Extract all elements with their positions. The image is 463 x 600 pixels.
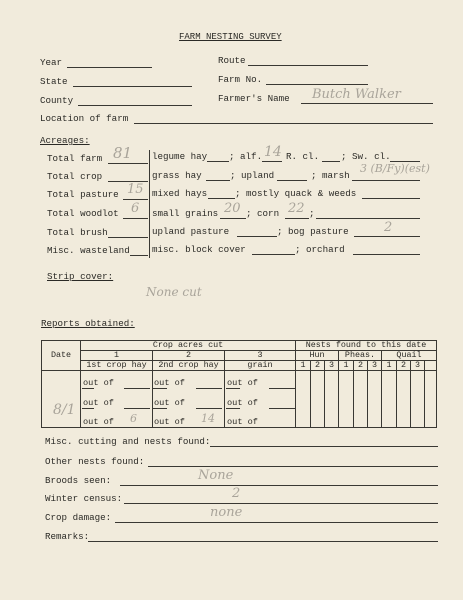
state-field[interactable] xyxy=(73,86,192,87)
strip-cover-label: Strip cover: xyxy=(47,271,114,282)
broods-label: Broods seen: xyxy=(45,475,112,486)
remarks-label: Remarks: xyxy=(45,531,90,542)
hw-corn: 22 xyxy=(288,201,305,216)
mixed-hays-label: mixed hays xyxy=(152,188,208,199)
out-of-1-2: out of xyxy=(154,378,185,388)
r-cl-label: R. cl. xyxy=(286,151,320,162)
mixed-hays-field[interactable] xyxy=(208,198,235,199)
semicolon-label: ; xyxy=(309,208,315,219)
orchard-label: ; orchard xyxy=(295,244,345,255)
acreage-left-3: Total woodlot xyxy=(47,208,119,219)
year-label: Year xyxy=(40,57,63,68)
hw-out-1: 6 xyxy=(130,412,137,425)
legume-hay-label: legume hay xyxy=(152,151,208,162)
winter-census-label: Winter census: xyxy=(45,493,123,504)
date-cell[interactable] xyxy=(42,371,81,428)
bog-pasture-label: ; bog pasture xyxy=(277,226,349,237)
marsh-field[interactable] xyxy=(352,180,420,181)
pheas-3: 3 xyxy=(368,361,382,371)
acreage-left-5: Misc. wasteland xyxy=(47,245,130,256)
quail-2: 2 xyxy=(397,361,411,371)
hw-marsh: 3 (B/Fy)(est) xyxy=(360,162,430,175)
col-2-header: 2 xyxy=(153,351,225,361)
total-pasture-field[interactable] xyxy=(123,199,148,200)
date-header: Date xyxy=(42,341,81,371)
hun-2: 2 xyxy=(311,361,325,371)
small-grains-field[interactable] xyxy=(220,218,246,219)
orchard-field[interactable] xyxy=(353,254,420,255)
broods-field[interactable] xyxy=(120,485,438,486)
out-of-1-1: out of xyxy=(83,378,114,388)
hw-date: 8/1 xyxy=(53,402,76,418)
other-nests-label: Other nests found: xyxy=(45,456,145,467)
crop-acres-header: Crop acres cut xyxy=(81,341,296,351)
route-field[interactable] xyxy=(248,65,368,66)
corn-label: ; corn xyxy=(246,208,280,219)
crop-damage-field[interactable] xyxy=(115,522,438,523)
county-field[interactable] xyxy=(78,105,192,106)
hw-strip-cover: None cut xyxy=(146,285,202,299)
total-farm-field[interactable] xyxy=(108,163,148,164)
quail-1: 1 xyxy=(382,361,397,371)
acreage-left-1: Total crop xyxy=(47,171,103,182)
sub-2-header: 2nd crop hay xyxy=(153,361,225,371)
extra-grain-field[interactable] xyxy=(316,218,420,219)
hun-header: Hun xyxy=(296,351,339,361)
hw-total-pasture: 15 xyxy=(127,182,144,197)
crop-damage-label: Crop damage: xyxy=(45,512,112,523)
farmers-name-field[interactable] xyxy=(301,103,433,104)
total-brush-field[interactable] xyxy=(108,237,148,238)
grass-hay-field[interactable] xyxy=(206,180,230,181)
farmer-name-handwriting: Butch Walker xyxy=(312,87,401,102)
out-of-2-1: out of xyxy=(83,398,114,408)
reports-heading: Reports obtained: xyxy=(41,318,135,329)
quack-weeds-label: ; mostly quack & weeds xyxy=(235,188,357,199)
hw-winter: 2 xyxy=(232,486,241,501)
out-of-1-3: out of xyxy=(227,378,258,388)
quack-weeds-field[interactable] xyxy=(362,198,420,199)
misc-cutting-label: Misc. cutting and nests found: xyxy=(45,436,211,447)
year-field[interactable] xyxy=(67,67,152,68)
upland-label: ; upland xyxy=(230,170,275,181)
sw-cl-label: ; Sw. cl. xyxy=(341,151,391,162)
hun-1: 1 xyxy=(296,361,311,371)
r-cl-field[interactable] xyxy=(322,161,340,162)
upland-pasture-label: upland pasture xyxy=(152,226,230,237)
location-label: Location of farm xyxy=(40,113,129,124)
nests-found-header: Nests found to this date xyxy=(296,341,437,351)
bog-pasture-field[interactable] xyxy=(354,236,420,237)
pheas-header: Pheas. xyxy=(339,351,382,361)
route-label: Route xyxy=(218,55,246,66)
quail-header: Quail xyxy=(382,351,437,361)
hw-bog-pasture: 2 xyxy=(384,220,393,235)
upland-pasture-field[interactable] xyxy=(237,236,277,237)
hw-total-woodlot: 6 xyxy=(131,201,140,216)
hw-out-3: 14 xyxy=(201,412,215,425)
small-grains-label: small grains xyxy=(152,208,219,219)
remarks-field[interactable] xyxy=(88,541,438,542)
form-title: FARM NESTING SURVEY xyxy=(179,32,282,42)
col-3-header: 3 xyxy=(225,351,296,361)
sub-1-header: 1st crop hay xyxy=(81,361,153,371)
hun-3: 3 xyxy=(325,361,339,371)
acreage-left-2: Total pasture xyxy=(47,189,119,200)
misc-cutting-field[interactable] xyxy=(210,446,438,447)
out-of-2-2: out of xyxy=(154,398,185,408)
pheas-1: 1 xyxy=(339,361,354,371)
county-label: County xyxy=(40,95,74,106)
state-label: State xyxy=(40,76,68,87)
alf-label: ; alf. xyxy=(229,151,263,162)
legume-hay-field[interactable] xyxy=(207,161,229,162)
acreages-heading: Acreages: xyxy=(40,135,90,146)
out-of-3-3: out of xyxy=(227,417,258,427)
column-divider xyxy=(149,150,150,258)
winter-census-field[interactable] xyxy=(124,503,438,504)
farmers-name-label: Farmer's Name xyxy=(218,93,290,104)
hw-damage: none xyxy=(210,505,243,520)
hw-total-farm: 81 xyxy=(113,144,133,162)
acreage-left-0: Total farm xyxy=(47,153,103,164)
out-of-2-3: out of xyxy=(227,398,258,408)
farm-no-field[interactable] xyxy=(266,84,368,85)
marsh-label: ; marsh xyxy=(311,170,350,181)
grass-hay-label: grass hay xyxy=(152,170,202,181)
location-field[interactable] xyxy=(134,123,433,124)
pheas-2: 2 xyxy=(354,361,368,371)
out-of-3-2: out of xyxy=(154,417,185,427)
farm-no-label: Farm No. xyxy=(218,74,263,85)
hw-alf: 14 xyxy=(264,144,282,160)
out-of-3-1: out of xyxy=(83,417,114,427)
acreage-left-4: Total brush xyxy=(47,227,108,238)
misc-block-cover-field[interactable] xyxy=(252,254,295,255)
hw-broods: None xyxy=(198,468,234,483)
misc-block-cover-label: misc. block cover xyxy=(152,244,246,255)
corn-field[interactable] xyxy=(285,218,309,219)
total-woodlot-field[interactable] xyxy=(123,218,148,219)
misc-wasteland-field[interactable] xyxy=(130,255,148,256)
upland-field[interactable] xyxy=(277,180,307,181)
other-nests-field[interactable] xyxy=(148,466,438,467)
quail-3: 3 xyxy=(411,361,425,371)
sub-3-header: grain xyxy=(225,361,296,371)
hw-small-grains: 20 xyxy=(224,201,241,216)
col-1-header: 1 xyxy=(81,351,153,361)
alf-field[interactable] xyxy=(262,161,282,162)
